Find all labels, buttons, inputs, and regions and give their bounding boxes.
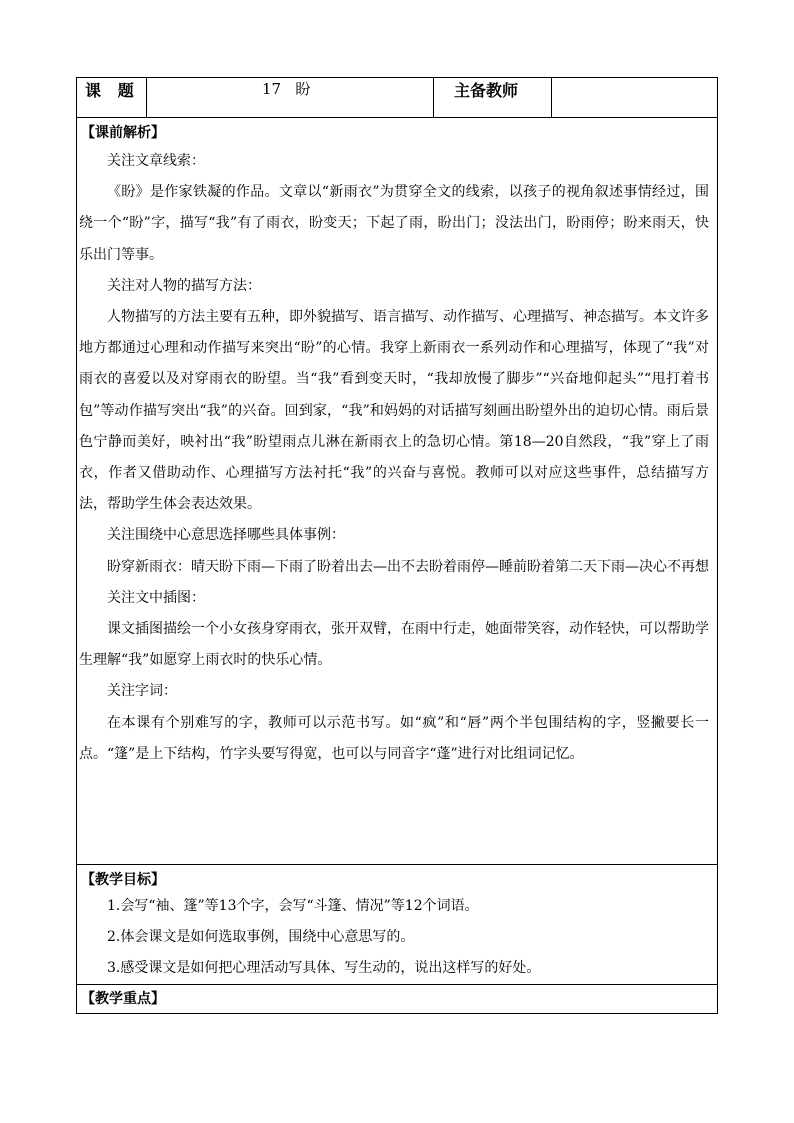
teaching-goals-row <box>77 865 718 985</box>
teacher-label: 主备教师 <box>434 78 552 118</box>
paragraph: 盼穿新雨衣：晴天盼下雨—下雨了盼着出去—出不去盼着雨停—睡前盼着第二天下雨—决心不再想 <box>107 558 709 575</box>
teaching-goals-cell <box>77 865 718 985</box>
paragraph: 关注围绕中心意思选择哪些具体事例： <box>107 527 345 544</box>
goal-item: 2.体会课文是如何选取事例，围绕中心意思写的。 <box>107 929 415 945</box>
paragraph: 课文插图描绘一个小女孩身穿雨衣，张开双臂，在雨中行走，她面带笑容，动作轻快，可以帮助学生理解“我”如愿穿上雨衣时的快乐心情。 <box>79 621 709 669</box>
header-row <box>77 78 718 118</box>
paragraph: 关注文中插图： <box>107 589 205 606</box>
teacher-value <box>552 78 718 118</box>
goal-item: 3.感受课文是如何把心理活动写具体、写生动的，说出这样写的好处。 <box>107 960 541 976</box>
paragraph: 关注文章线索： <box>107 153 205 169</box>
lesson-title: 17 盼 <box>147 78 434 118</box>
teaching-focus-row <box>77 985 718 1014</box>
topic-label: 课 题 <box>77 78 147 118</box>
pre-analysis-cell <box>77 118 718 865</box>
lesson-plan-table <box>76 77 718 1014</box>
pre-analysis-row <box>77 118 718 865</box>
paragraph: 人物描写的方法主要有五种，即外貌描写、语言描写、动作描写、心理描写、神态描写。本文许多地方都通过心理和动作描写来突出“盼”的心情。我穿上新雨衣一系列动作和心理描写，体现了“我”对雨衣的喜爱以及对穿雨衣的盼望。当“我”看到变天时，“我却放慢了脚步”“兴奋地仰起头”“甩打着书包”等动作描写突出“我”的兴奋。回到家，“我”和妈妈的对话描写刻画出盼望外出的迫切心情。雨后景色宁静而美好，映衬出“我”盼望雨点儿淋在新雨衣上的急切心情。第18—20自然段，“我”穿上了雨衣，作者又借助动作、心理描写方法衬托“我”的兴奋与喜悦。教师可以对应这些事件，总结描写方法，帮助学生体会表达效果。 <box>79 309 709 513</box>
teaching-focus-title: 【教学重点】 <box>81 991 165 1007</box>
paragraph: 在本课有个别难写的字，教师可以示范书写。如“疯”和“唇”两个半包围结构的字，竖撇要长一点。“篷”是上下结构，竹字头要写得宽，也可以与同音字“蓬”进行对比组词记忆。 <box>79 714 709 762</box>
pre-analysis-title: 【课前解析】 <box>81 125 165 141</box>
teaching-focus-cell <box>77 985 718 1014</box>
paragraph: 《盼》是作家铁凝的作品。文章以“新雨衣”为贯穿全文的线索，以孩子的视角叙述事情经过，围绕一个“盼”字，描写“我”有了雨衣，盼变天；下起了雨，盼出门；没法出门，盼雨停；盼来雨天，快乐出门等事。 <box>79 184 709 263</box>
goal-item: 1.会写“袖、篷”等13个字，会写“斗篷、情况”等12个词语。 <box>107 898 479 914</box>
paragraph: 关注字词： <box>107 683 177 700</box>
teaching-goals-title: 【教学目标】 <box>81 872 165 888</box>
paragraph: 关注对人物的描写方法： <box>107 277 261 294</box>
